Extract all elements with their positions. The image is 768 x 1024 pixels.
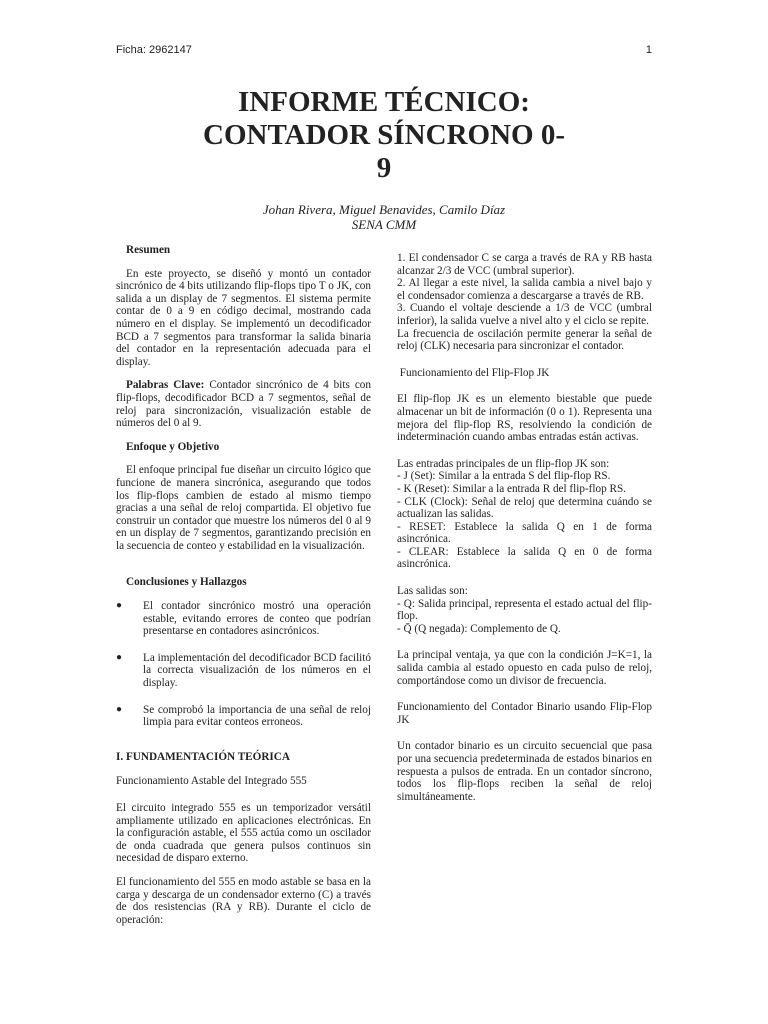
resumen-heading: Resumen <box>126 244 171 256</box>
input-line: - K (Reset): Similar a la entrada R del flip-flop RS. <box>397 482 626 495</box>
conclusiones-list <box>116 600 371 729</box>
input-line: - CLEAR: Establece la salida Q en 0 de forma asincrónica. <box>397 545 652 571</box>
author-names: Johan Rivera, Miguel Benavides, Camilo Díaz <box>262 202 506 217</box>
p555-text-1: El circuito integrado 555 es un temporizador versátil ampliamente utilizado en aplicaciones electrónicas. En la configuración astable, el 555 actúa como un oscilador de onda cuadrada que genera pulsos continuos sin necesidad de disparo externo. <box>116 802 371 865</box>
input-line: - RESET: Establece la salida Q en 1 de forma asincrónica. <box>397 520 652 546</box>
left-column <box>116 244 371 937</box>
conclusiones-heading: Conclusiones y Hallazgos <box>126 576 247 589</box>
page-header <box>116 44 652 56</box>
output-line: - Q: Salida principal, representa el estado actual del flip-flop. <box>397 597 652 623</box>
list-item: ● La implementación del decodificador BCD facilitó la correcta visualización de los números en el display. <box>116 652 371 690</box>
input-line: - CLK (Clock): Señal de reloj que determina cuándo se actualizan las salidas. <box>397 495 652 521</box>
keywords-text: Contador sincrónico de 4 bits con flip-flops, decodificador BCD a 7 segmentos, señal de reloj para sincronización, visualización estable de números del 0 al 9. <box>116 379 371 430</box>
title-line-3: 9 <box>376 152 392 184</box>
resumen-text: En este proyecto, se diseñó y montó un contador sincrónico de 4 bits utilizando flip-flops tipo T o JK, con salida a un display de 7 segmentos. El sistema permite contar de 0 a 9 en código decimal, mostrando cada número en el display. Se implementó un decodificador BCD a 7 segmentos para transformar la salida binaria del contador en la representación adecuada para el display. <box>116 267 371 368</box>
author-affiliation: SENA CMM <box>351 217 417 232</box>
steps-paragraph <box>397 252 652 353</box>
page-number: 1 <box>645 44 652 56</box>
step-line: 2. Al llegar a este nivel, la salida cambia a nivel bajo y el condensador comienza a descargarse a través de RB. <box>397 277 652 302</box>
right-column <box>397 252 652 814</box>
counter-text: Un contador binario es un circuito secuencial que pasa por una secuencia predeterminada de estados binarios en respuesta a pulsos de entrada. En un contador síncrono, todos los flip-flops reciben la señal de reloj simultáneamente. <box>397 740 652 803</box>
p555-text-2: El funcionamiento del 555 en modo astable se basa en la carga y descarga de un condensador externo (C) a través de dos resistencias (RA y RB). Durante el ciclo de operación: <box>116 875 371 926</box>
counter-heading: Funcionamiento del Contador Binario usando Flip-Flop JK <box>397 701 652 726</box>
input-line: Las entradas principales de un flip-flop JK son: <box>397 457 610 470</box>
section-title: I. FUNDAMENTACIÓN TEÓRICA <box>116 750 290 763</box>
inputs-paragraph <box>397 458 652 571</box>
enfoque-heading: Enfoque y Objetivo <box>126 440 220 453</box>
list-item: ● Se comprobó la importancia de una señal de reloj limpia para evitar conteos erroneos. <box>116 704 371 729</box>
enfoque-text: El enfoque principal fue diseñar un circuito lógico que funcione de manera sincrónica, asegurando que todos los flip-flops cambien de estado al mismo tiempo gracias a una señal de reloj compartida. El objetivo fue construir un contador que muestre los números del 0 al 9 en un display de 7 segmentos, garantizando precisión en la secuencia de conteo y estabilidad en la visualización. <box>116 464 371 552</box>
step-line: La frecuencia de oscilación permite generar la señal de reloj (CLK) necesaria para sincronizar el contador. <box>397 327 652 353</box>
ficha-label: Ficha: 2962147 <box>116 44 192 56</box>
astable-heading: Funcionamiento Astable del Integrado 555 <box>116 775 307 788</box>
step-line: 1. El condensador C se carga a través de RA y RB hasta alcanzar 2/3 de VCC (umbral superior). <box>397 252 652 277</box>
list-item: ● El contador sincrónico mostró una operación estable, evitando errores de conteo que podrían presentarse en contadores asincrónicos. <box>116 600 371 638</box>
keywords-paragraph <box>116 379 371 429</box>
title-line-2: CONTADOR SÍNCRONO 0- <box>203 119 565 151</box>
advantage-text: La principal ventaja, ya que con la condición J=K=1, la salida cambia al estado opuesto en cada pulso de reloj, comportándose como un divisor de frecuencia. <box>397 649 652 687</box>
authors-block <box>116 202 652 232</box>
outputs-paragraph <box>397 585 652 635</box>
document-title <box>150 86 618 185</box>
keywords-label: Palabras Clave: <box>126 379 205 392</box>
flipflop-text: El flip-flop JK es un elemento biestable que puede almacenar un bit de información (0 o 1). Representa una mejora del flip-flop RS, resolviendo la condición de indeterminación cuando ambas entradas están activas. <box>397 393 652 444</box>
step-line: 3. Cuando el voltaje desciende a 1/3 de VCC (umbral inferior), la salida vuelve a nivel alto y el ciclo se repite. <box>397 302 652 327</box>
output-line: - Q̄ (Q negada): Complemento de Q. <box>397 622 561 635</box>
title-line-1: INFORME TÉCNICO: <box>238 86 530 118</box>
flipflop-heading: Funcionamiento del Flip-Flop JK <box>397 366 550 379</box>
output-line: Las salidas son: <box>397 585 468 598</box>
input-line: - J (Set): Similar a la entrada S del flip-flop RS. <box>397 470 611 483</box>
